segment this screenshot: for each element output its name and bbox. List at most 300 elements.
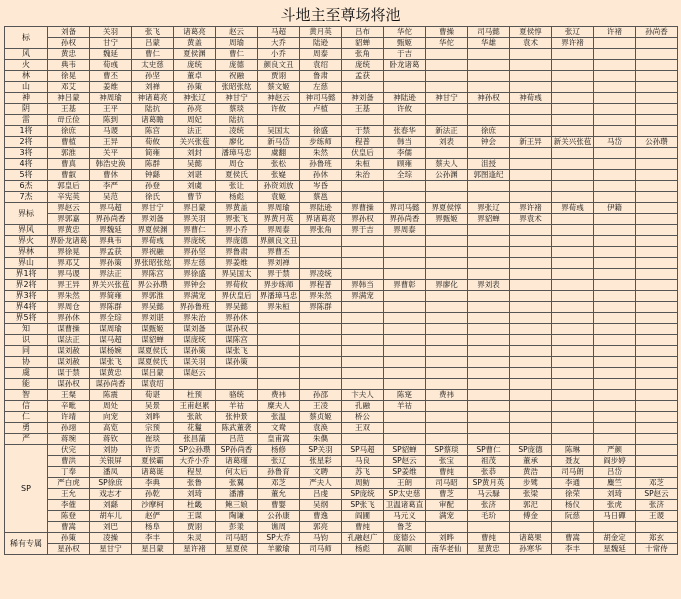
general-cell bbox=[594, 302, 636, 313]
general-cell bbox=[636, 203, 678, 214]
general-cell: 卢植 bbox=[300, 104, 342, 115]
general-cell: 杨彪 bbox=[216, 192, 258, 203]
general-cell: 界庞德 bbox=[216, 236, 258, 247]
category-label: 界林 bbox=[5, 247, 48, 258]
general-cell: 界荀彧 bbox=[132, 236, 174, 247]
general-cell: 糜夫人 bbox=[258, 401, 300, 412]
roster-row bbox=[5, 71, 678, 82]
general-cell bbox=[342, 335, 384, 346]
general-cell bbox=[594, 170, 636, 181]
category-label: 协 bbox=[5, 357, 48, 368]
general-cell: 界王异 bbox=[48, 280, 90, 291]
general-cell: 韩当 bbox=[384, 137, 426, 148]
roster-row bbox=[5, 489, 678, 500]
general-cell: 陈琳 bbox=[552, 445, 594, 456]
general-cell bbox=[636, 82, 678, 93]
general-cell: 张角 bbox=[342, 49, 384, 60]
general-cell: 周妃 bbox=[174, 115, 216, 126]
general-cell: 曹叡 bbox=[48, 170, 90, 181]
general-cell bbox=[552, 346, 594, 357]
general-cell: 谋刘赦 bbox=[48, 357, 90, 368]
general-cell: 孙策 bbox=[174, 82, 216, 93]
category-label: 能 bbox=[5, 379, 48, 390]
general-cell bbox=[594, 335, 636, 346]
general-cell: 满宠 bbox=[426, 511, 468, 522]
general-cell: 界鲁肃 bbox=[216, 247, 258, 258]
roster-row bbox=[5, 456, 678, 467]
general-cell: 凌操 bbox=[90, 533, 132, 544]
general-cell: 谋孙策 bbox=[174, 346, 216, 357]
general-cell: 界刘表 bbox=[468, 280, 510, 291]
general-cell: 黄浩 bbox=[510, 467, 552, 478]
general-cell bbox=[636, 159, 678, 170]
general-cell: 马岱 bbox=[594, 137, 636, 148]
general-cell: SP赵云 bbox=[636, 489, 678, 500]
category-label: 界2将 bbox=[5, 280, 48, 291]
general-cell bbox=[342, 434, 384, 445]
general-cell bbox=[594, 258, 636, 269]
general-cell bbox=[552, 82, 594, 93]
general-cell bbox=[594, 401, 636, 412]
general-cell bbox=[300, 313, 342, 324]
general-cell bbox=[468, 247, 510, 258]
general-cell: 于吉 bbox=[384, 49, 426, 60]
general-cell bbox=[342, 82, 384, 93]
general-cell: 王双 bbox=[342, 423, 384, 434]
general-cell bbox=[426, 71, 468, 82]
general-cell bbox=[468, 269, 510, 280]
general-cell bbox=[594, 368, 636, 379]
general-cell: 曹嵩 bbox=[552, 533, 594, 544]
general-cell bbox=[636, 60, 678, 71]
general-cell: 界朱然 bbox=[300, 291, 342, 302]
general-cell: 谋庞统 bbox=[174, 335, 216, 346]
general-cell bbox=[258, 115, 300, 126]
general-cell: 曹节 bbox=[174, 192, 216, 203]
general-cell: 界潘璋马忠 bbox=[258, 291, 300, 302]
general-cell bbox=[594, 379, 636, 390]
roster-row bbox=[5, 49, 678, 60]
general-cell: 刘晔 bbox=[426, 533, 468, 544]
general-cell bbox=[384, 247, 426, 258]
category-label: 火 bbox=[5, 60, 48, 71]
general-cell: 鲁肃 bbox=[300, 71, 342, 82]
general-cell: 左慈 bbox=[300, 82, 342, 93]
general-cell: 大乔小乔 bbox=[174, 456, 216, 467]
general-cell: 界程普 bbox=[300, 280, 342, 291]
general-cell bbox=[636, 379, 678, 390]
general-cell bbox=[384, 423, 426, 434]
general-cell: 界颜良文丑 bbox=[258, 236, 300, 247]
general-cell: 卞夫人 bbox=[342, 390, 384, 401]
general-cell bbox=[636, 115, 678, 126]
general-cell: 司马昭 bbox=[216, 533, 258, 544]
general-cell: 聂友 bbox=[552, 456, 594, 467]
general-cell: 李儒 bbox=[384, 148, 426, 159]
general-cell: 简雍 bbox=[132, 148, 174, 159]
general-cell: 界孙休 bbox=[48, 313, 90, 324]
general-cell bbox=[594, 423, 636, 434]
general-cell bbox=[594, 357, 636, 368]
general-cell: 李丰 bbox=[132, 533, 174, 544]
general-cell: 界祝融 bbox=[132, 247, 174, 258]
general-cell bbox=[552, 148, 594, 159]
general-cell: 陆抗 bbox=[216, 115, 258, 126]
general-cell bbox=[468, 313, 510, 324]
general-cell bbox=[342, 324, 384, 335]
general-cell: 宗预 bbox=[132, 423, 174, 434]
roster-row bbox=[5, 313, 678, 324]
general-cell bbox=[552, 412, 594, 423]
general-cell bbox=[552, 291, 594, 302]
general-cell: 界张角 bbox=[300, 225, 342, 236]
general-cell: 谋关羽 bbox=[174, 357, 216, 368]
general-cell: 界朱治 bbox=[174, 313, 216, 324]
general-cell bbox=[300, 324, 342, 335]
general-cell bbox=[594, 390, 636, 401]
general-cell bbox=[468, 104, 510, 115]
general-cell bbox=[468, 225, 510, 236]
general-cell bbox=[552, 104, 594, 115]
category-label: 6杰 bbox=[5, 181, 48, 192]
general-cell: 卫温诸葛直 bbox=[384, 500, 426, 511]
general-cell: 孙亮 bbox=[174, 104, 216, 115]
general-cell: 高顺 bbox=[384, 544, 426, 555]
general-cell bbox=[426, 115, 468, 126]
general-cell: 夏侯惇 bbox=[510, 27, 552, 38]
general-cell: 曹仁 bbox=[132, 49, 174, 60]
general-cell bbox=[636, 280, 678, 291]
general-cell bbox=[384, 82, 426, 93]
general-cell bbox=[552, 258, 594, 269]
general-cell bbox=[636, 313, 678, 324]
general-cell: 界钟会 bbox=[174, 280, 216, 291]
general-cell: 周处 bbox=[90, 401, 132, 412]
general-cell: 蒋琬 bbox=[48, 434, 90, 445]
general-cell: 荀攸 bbox=[132, 137, 174, 148]
general-cell: 刘封 bbox=[174, 148, 216, 159]
general-cell: 界张辽 bbox=[468, 203, 510, 214]
general-cell: 界周泰 bbox=[384, 225, 426, 236]
general-cell bbox=[174, 379, 216, 390]
general-cell bbox=[636, 346, 678, 357]
general-cell bbox=[552, 368, 594, 379]
general-cell bbox=[342, 357, 384, 368]
general-cell: 马云騄 bbox=[468, 489, 510, 500]
general-cell: 张嶷 bbox=[258, 170, 300, 181]
general-cell bbox=[636, 38, 678, 49]
general-cell bbox=[258, 313, 300, 324]
general-cell: 黄盖 bbox=[174, 38, 216, 49]
roster-row bbox=[5, 27, 678, 38]
general-cell: 界典韦 bbox=[90, 236, 132, 247]
general-cell: 界朱然 bbox=[48, 291, 90, 302]
general-cell: 董允 bbox=[258, 489, 300, 500]
general-cell: 姜维 bbox=[90, 82, 132, 93]
general-cell: 曹纯 bbox=[426, 467, 468, 478]
general-cell: 孙坚 bbox=[132, 71, 174, 82]
general-cell: 孙鲁育 bbox=[258, 467, 300, 478]
general-cell: 谋孙权 bbox=[48, 379, 90, 390]
general-cell bbox=[426, 269, 468, 280]
general-cell: 伏皇后 bbox=[342, 148, 384, 159]
general-cell bbox=[426, 346, 468, 357]
general-cell bbox=[342, 269, 384, 280]
general-cell: 庞统 bbox=[174, 60, 216, 71]
general-cell: 伏完 bbox=[48, 445, 90, 456]
roster-row bbox=[5, 60, 678, 71]
general-cell: 文鸯 bbox=[258, 423, 300, 434]
general-cell: 界关兴张苞 bbox=[90, 280, 132, 291]
general-cell: 陈震 bbox=[90, 390, 132, 401]
general-cell: 谋张飞 bbox=[90, 357, 132, 368]
general-cell: 界曹操 bbox=[342, 203, 384, 214]
general-cell: 界朱桓 bbox=[258, 302, 300, 313]
general-cell bbox=[594, 93, 636, 104]
general-cell bbox=[510, 368, 552, 379]
general-cell: 张鲁 bbox=[174, 478, 216, 489]
general-cell bbox=[468, 522, 510, 533]
roster-row bbox=[5, 148, 678, 159]
general-cell: 羊徽瑜 bbox=[258, 544, 300, 555]
general-cell: 魏延 bbox=[90, 49, 132, 60]
general-cell bbox=[510, 269, 552, 280]
general-cell: SP公孙瓒 bbox=[174, 445, 216, 456]
general-cell: 向宠 bbox=[90, 412, 132, 423]
general-cell: 郑玄 bbox=[636, 533, 678, 544]
roster-row bbox=[5, 203, 678, 214]
general-cell: 李傕 bbox=[48, 500, 90, 511]
general-cell bbox=[594, 71, 636, 82]
general-cell: 界刘禅 bbox=[258, 258, 300, 269]
general-cell bbox=[510, 159, 552, 170]
general-cell: 徐晃 bbox=[48, 71, 90, 82]
general-cell: 费祎 bbox=[426, 390, 468, 401]
general-cell: 界黄忠 bbox=[48, 225, 90, 236]
general-cell: 凌统 bbox=[216, 126, 258, 137]
general-cell bbox=[426, 258, 468, 269]
category-label: 界1将 bbox=[5, 269, 48, 280]
general-cell bbox=[426, 401, 468, 412]
general-cell: 界庞统 bbox=[174, 236, 216, 247]
general-cell: 吕布 bbox=[342, 27, 384, 38]
general-cell: 麋竺 bbox=[594, 478, 636, 489]
category-label: 界3将 bbox=[5, 291, 48, 302]
general-cell: 吕蒙 bbox=[132, 38, 174, 49]
general-cell: 马良 bbox=[342, 456, 384, 467]
general-cell: 谋袁绍 bbox=[132, 379, 174, 390]
general-cell: 毌丘俭 bbox=[48, 115, 90, 126]
general-cell: 皇甫嵩 bbox=[258, 434, 300, 445]
general-cell bbox=[258, 368, 300, 379]
general-cell: 于禁 bbox=[342, 126, 384, 137]
general-cell bbox=[300, 236, 342, 247]
general-cell bbox=[384, 258, 426, 269]
general-cell: 王异 bbox=[90, 137, 132, 148]
general-cell: 神张辽 bbox=[174, 93, 216, 104]
general-cell: 界赵云 bbox=[48, 203, 90, 214]
general-cell bbox=[552, 225, 594, 236]
general-cell: 陈到 bbox=[90, 115, 132, 126]
general-cell: 蔡文姬 bbox=[258, 82, 300, 93]
roster-row bbox=[5, 258, 678, 269]
general-cell: 刘琦 bbox=[174, 489, 216, 500]
general-cell: 王允 bbox=[48, 489, 90, 500]
general-cell: 界法正 bbox=[90, 269, 132, 280]
general-cell bbox=[552, 335, 594, 346]
general-cell: 周仓 bbox=[216, 159, 258, 170]
general-cell bbox=[510, 379, 552, 390]
general-cell: 贾诩 bbox=[258, 71, 300, 82]
general-cell bbox=[510, 148, 552, 159]
general-cell: 钟会 bbox=[468, 137, 510, 148]
general-cell: 诸葛诞 bbox=[132, 467, 174, 478]
general-cell: 界吕蒙 bbox=[174, 203, 216, 214]
general-cell bbox=[552, 302, 594, 313]
general-cell: SP黄月英 bbox=[468, 478, 510, 489]
general-cell bbox=[510, 49, 552, 60]
general-cell bbox=[258, 379, 300, 390]
general-cell: 张歆 bbox=[174, 412, 216, 423]
general-cell: 吕岱 bbox=[594, 467, 636, 478]
general-cell: 界甘宁 bbox=[132, 203, 174, 214]
general-cell: 陈登 bbox=[48, 511, 90, 522]
general-cell bbox=[342, 236, 384, 247]
general-cell: 谋甄姬 bbox=[132, 324, 174, 335]
general-cell: 界徐盛 bbox=[174, 269, 216, 280]
general-cell bbox=[426, 192, 468, 203]
general-cell bbox=[426, 49, 468, 60]
general-cell: 界周泰 bbox=[258, 225, 300, 236]
general-cell: 高览 bbox=[90, 423, 132, 434]
general-cell: 界左慈 bbox=[174, 258, 216, 269]
general-cell: 刘巴 bbox=[90, 522, 132, 533]
general-cell: SP徐庶 bbox=[90, 478, 132, 489]
general-cell: 界伏皇后 bbox=[216, 291, 258, 302]
general-cell bbox=[426, 368, 468, 379]
general-cell bbox=[510, 390, 552, 401]
general-cell bbox=[636, 148, 678, 159]
general-cell: 孔融赵广 bbox=[342, 533, 384, 544]
general-cell: 曹真 bbox=[48, 159, 90, 170]
general-cell: 界陆逊 bbox=[300, 203, 342, 214]
general-cell bbox=[552, 159, 594, 170]
general-cell: 曹嵩 bbox=[48, 522, 90, 533]
general-cell: 界满宠 bbox=[342, 291, 384, 302]
general-cell: 界周仓 bbox=[48, 302, 90, 313]
general-cell: 韩浩史涣 bbox=[90, 159, 132, 170]
general-cell: 貂蝉 bbox=[342, 38, 384, 49]
general-cell: 孙寒华 bbox=[510, 544, 552, 555]
general-cell: 界夏侯渊 bbox=[132, 225, 174, 236]
general-cell: 李典 bbox=[132, 478, 174, 489]
general-cell: 刘虞 bbox=[174, 181, 216, 192]
general-cell: 廖化 bbox=[216, 137, 258, 148]
general-cell bbox=[552, 93, 594, 104]
general-cell bbox=[468, 390, 510, 401]
general-cell: 界陈群 bbox=[300, 302, 342, 313]
general-cell bbox=[510, 522, 552, 533]
general-cell: 阎步婷 bbox=[594, 456, 636, 467]
general-cell: 张梁 bbox=[510, 489, 552, 500]
general-cell bbox=[216, 368, 258, 379]
general-cell bbox=[594, 346, 636, 357]
general-cell bbox=[300, 368, 342, 379]
general-cell bbox=[468, 181, 510, 192]
general-cell: 界孙鲁班 bbox=[174, 302, 216, 313]
general-cell: 阮慈 bbox=[552, 511, 594, 522]
general-cell bbox=[636, 335, 678, 346]
general-cell: 甄姬 bbox=[384, 38, 426, 49]
general-cell bbox=[384, 434, 426, 445]
general-cell bbox=[594, 126, 636, 137]
general-cell: 李严 bbox=[90, 181, 132, 192]
general-cell: 辛毗 bbox=[48, 401, 90, 412]
general-cell bbox=[468, 379, 510, 390]
general-cell bbox=[510, 302, 552, 313]
general-cell: 界简雍 bbox=[90, 291, 132, 302]
general-cell: 陆逊 bbox=[300, 38, 342, 49]
general-cell bbox=[426, 302, 468, 313]
general-cell bbox=[594, 181, 636, 192]
general-cell: 孟获 bbox=[342, 71, 384, 82]
general-cell bbox=[384, 181, 426, 192]
general-cell: 邓芝 bbox=[258, 478, 300, 489]
general-cell: 王粲 bbox=[48, 390, 90, 401]
general-cell bbox=[342, 368, 384, 379]
general-cell bbox=[384, 236, 426, 247]
roster-row bbox=[5, 390, 678, 401]
general-cell: 界司马懿 bbox=[384, 203, 426, 214]
general-cell bbox=[258, 335, 300, 346]
general-cell: 界马超 bbox=[90, 203, 132, 214]
general-cell: 赵云 bbox=[216, 27, 258, 38]
general-cell: 许靖 bbox=[48, 412, 90, 423]
general-cell: 严颜 bbox=[594, 445, 636, 456]
general-cell bbox=[300, 335, 342, 346]
general-cell: 谋陈宫 bbox=[216, 335, 258, 346]
general-cell: 庞统 bbox=[342, 60, 384, 71]
general-cell: 费祎 bbox=[258, 390, 300, 401]
general-cell bbox=[342, 313, 384, 324]
general-cell bbox=[426, 379, 468, 390]
general-cell: 界孙休 bbox=[216, 313, 258, 324]
general-cell: 虞翻 bbox=[258, 148, 300, 159]
general-cell: 彭羕 bbox=[216, 522, 258, 533]
general-cell bbox=[342, 302, 384, 313]
general-cell: 界关羽 bbox=[174, 214, 216, 225]
general-cell: 谋貂蝉 bbox=[132, 335, 174, 346]
general-cell: 神孙权 bbox=[468, 93, 510, 104]
roster-row bbox=[5, 324, 678, 335]
general-cell: 张春华 bbox=[384, 126, 426, 137]
general-cell: 界姜维 bbox=[216, 258, 258, 269]
general-cell bbox=[384, 335, 426, 346]
general-cell: 周泰 bbox=[300, 49, 342, 60]
general-cell: 戏志才 bbox=[90, 489, 132, 500]
general-cell bbox=[258, 357, 300, 368]
general-cell bbox=[594, 412, 636, 423]
general-cell: 许攸 bbox=[258, 104, 300, 115]
general-cell bbox=[426, 236, 468, 247]
general-cell: 大乔 bbox=[258, 38, 300, 49]
general-cell: 界曹丕 bbox=[258, 247, 300, 258]
general-cell bbox=[342, 181, 384, 192]
general-cell: 孙休 bbox=[300, 170, 342, 181]
general-cell bbox=[552, 324, 594, 335]
general-cell: 马元义 bbox=[384, 511, 426, 522]
general-cell: 甘宁 bbox=[90, 38, 132, 49]
